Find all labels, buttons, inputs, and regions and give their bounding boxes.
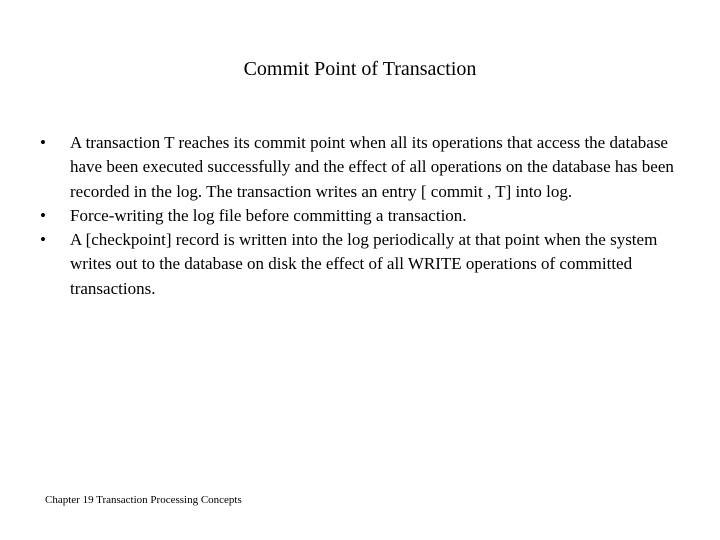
bullet-text: A [checkpoint] record is written into the log periodically at that point when the system writes out to the database on disk the effect of all WRITE operations of committed transactions. (70, 230, 658, 298)
bullet-icon: • (40, 133, 46, 152)
bullet-icon: • (40, 205, 46, 225)
bullet-list (40, 131, 685, 301)
bullet-item-checkpoint (40, 228, 685, 301)
bullet-item-force-writing (40, 204, 685, 228)
slide-title: Commit Point of Transaction (243, 58, 477, 80)
bullet-item-commit-point (40, 131, 685, 204)
bullet-text: Force-writing the log file before committing a transaction. (70, 205, 467, 225)
bullet-text: A transaction T reaches its commit point when all its operations that access the database have been executed successfully and the effect of all operations on the database has been recorded in the log. The transaction writes an entry [ commit , T] into log. (70, 133, 674, 201)
slide-footer: Chapter 19 Transaction Processing Concepts (45, 494, 242, 506)
bullet-icon: • (40, 230, 46, 250)
